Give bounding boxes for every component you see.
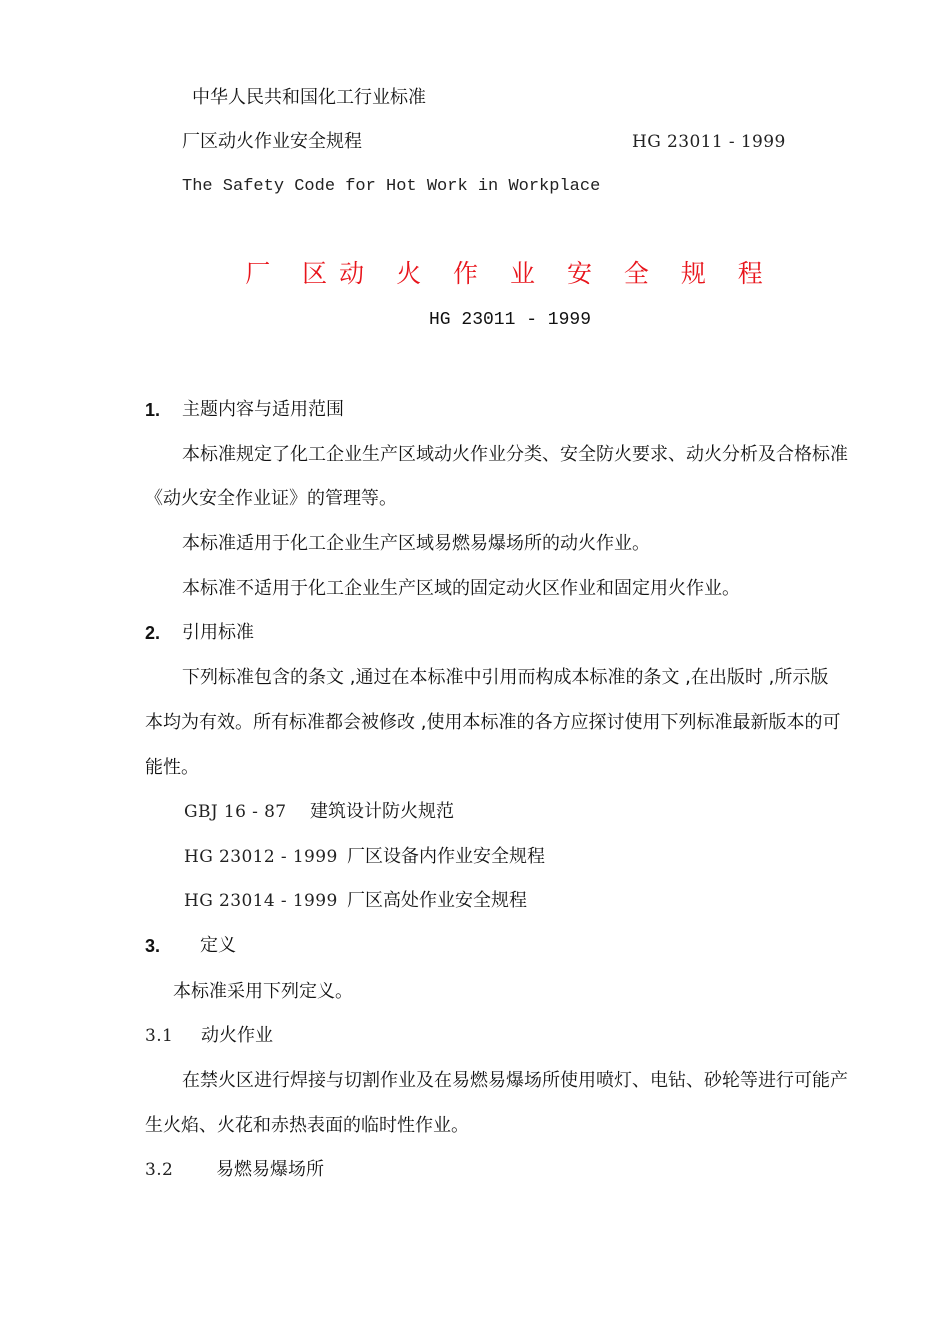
section-3-heading: 定义 xyxy=(200,935,236,956)
main-title: 厂 区动 火 作 业 安 全 规 程 xyxy=(245,259,775,288)
reference-name: 建筑设计防火规范 xyxy=(310,801,454,822)
section-1-number: 1. xyxy=(145,400,161,420)
reference-code: HG 23012 - 1999 xyxy=(184,847,338,867)
section-3-intro: 本标准采用下列定义。 xyxy=(173,981,353,1002)
section-1-paragraph: 本标准规定了化工企业生产区域动火作业分类、安全防火要求、动火分析及合格标准 xyxy=(182,444,848,465)
english-title: The Safety Code for Hot Work in Workplace xyxy=(182,177,601,196)
section-2-paragraph-cont: 本均为有效。所有标准都会被修改 ,使用本标准的各方应探讨使用下列标准最新版本的可 xyxy=(145,712,841,733)
section-3-2-heading: 易燃易爆场所 xyxy=(216,1159,324,1180)
section-2-paragraph: 下列标准包含的条文 ,通过在本标准中引用而构成本标准的条文 ,在出版时 ,所示版 xyxy=(182,667,829,688)
section-3-1-definition-cont: 生火焰、火花和赤热表面的临时性作业。 xyxy=(145,1115,469,1136)
section-1-scope: 本标准适用于化工企业生产区域易燃易爆场所的动火作业。 xyxy=(182,533,650,554)
reference-name: 厂区高处作业安全规程 xyxy=(347,890,527,911)
section-3-1-heading: 动火作业 xyxy=(201,1025,273,1046)
reference-code: HG 23014 - 1999 xyxy=(184,891,338,911)
main-code: HG 23011 - 1999 xyxy=(428,310,592,330)
section-2-heading: 引用标准 xyxy=(182,622,254,643)
section-3-1-number: 3.1 xyxy=(145,1026,174,1046)
section-2-paragraph-end: 能性。 xyxy=(145,757,199,778)
reference-code: GBJ 16 - 87 xyxy=(184,802,287,822)
doc-title: 厂区动火作业安全规程 xyxy=(182,131,362,152)
section-3-2-number: 3.2 xyxy=(145,1160,174,1180)
doc-code: HG 23011 - 1999 xyxy=(632,132,786,152)
issuer-line: 中华人民共和国化工行业标准 xyxy=(192,87,426,108)
section-3-1-definition: 在禁火区进行焊接与切割作业及在易燃易爆场所使用喷灯、电钻、砂轮等进行可能产 xyxy=(182,1070,848,1091)
reference-name: 厂区设备内作业安全规程 xyxy=(347,846,545,867)
section-1-paragraph-cont: 《动火安全作业证》的管理等。 xyxy=(145,488,397,509)
section-3-number: 3. xyxy=(145,936,161,956)
section-1-heading: 主题内容与适用范围 xyxy=(182,399,344,420)
section-2-number: 2. xyxy=(145,623,161,643)
section-1-exclusion: 本标准不适用于化工企业生产区域的固定动火区作业和固定用火作业。 xyxy=(182,578,740,599)
